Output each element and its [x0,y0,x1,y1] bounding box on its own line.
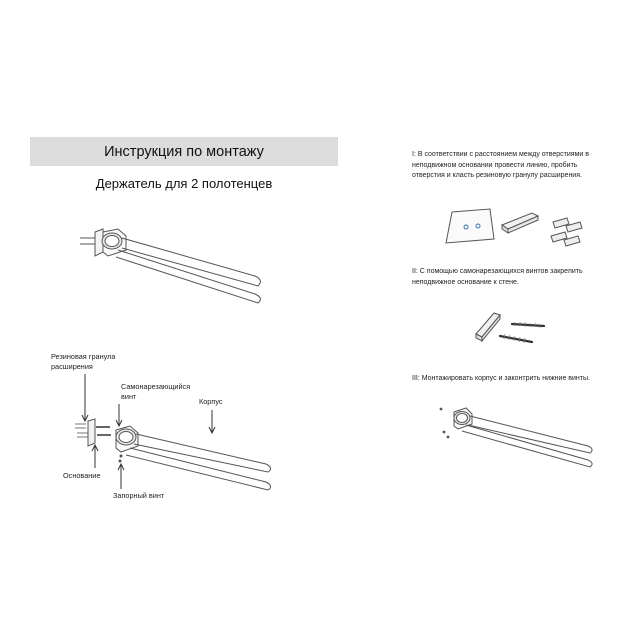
lock-screw-label: Запорный винт [113,491,165,500]
page-subtitle: Держатель для 2 полотенцев [95,176,273,191]
step-3-text [412,374,617,385]
step-2-text [412,267,617,288]
base-label: Основание [63,471,101,480]
rubber-granule-label-line1: Резиновая гранула [51,352,116,361]
self-tapping-screw-label [121,382,190,402]
self-tapping-screw-label-line1: Самонарезающийся [121,382,191,391]
rubber-granule-label [51,352,115,372]
body-label: Корпус [199,397,223,406]
page-title: Инструкция по монтажу [104,143,264,160]
step-2-line1: II: С помощью самонарезающихся винтов закрепить [412,268,583,275]
step-1-line1: I: В соответствии с расстоянием между отверстиями в [412,151,589,158]
self-tapping-screw-label-line2: винт [121,392,137,401]
step-2-line2: неподвижное основание к стене. [412,278,519,286]
step-1-text [412,150,617,182]
title-bar [30,137,338,166]
step-1-line3: отверстия и класть резиновую гранулу расширения. [412,172,582,179]
step-3-line1: III: Монтажировать корпус и законтрить нижние винты. [412,375,590,382]
rubber-granule-label-line2: расширения [51,362,93,371]
step-1-line2: неподвижном основании провести линию, пробить [412,161,578,169]
